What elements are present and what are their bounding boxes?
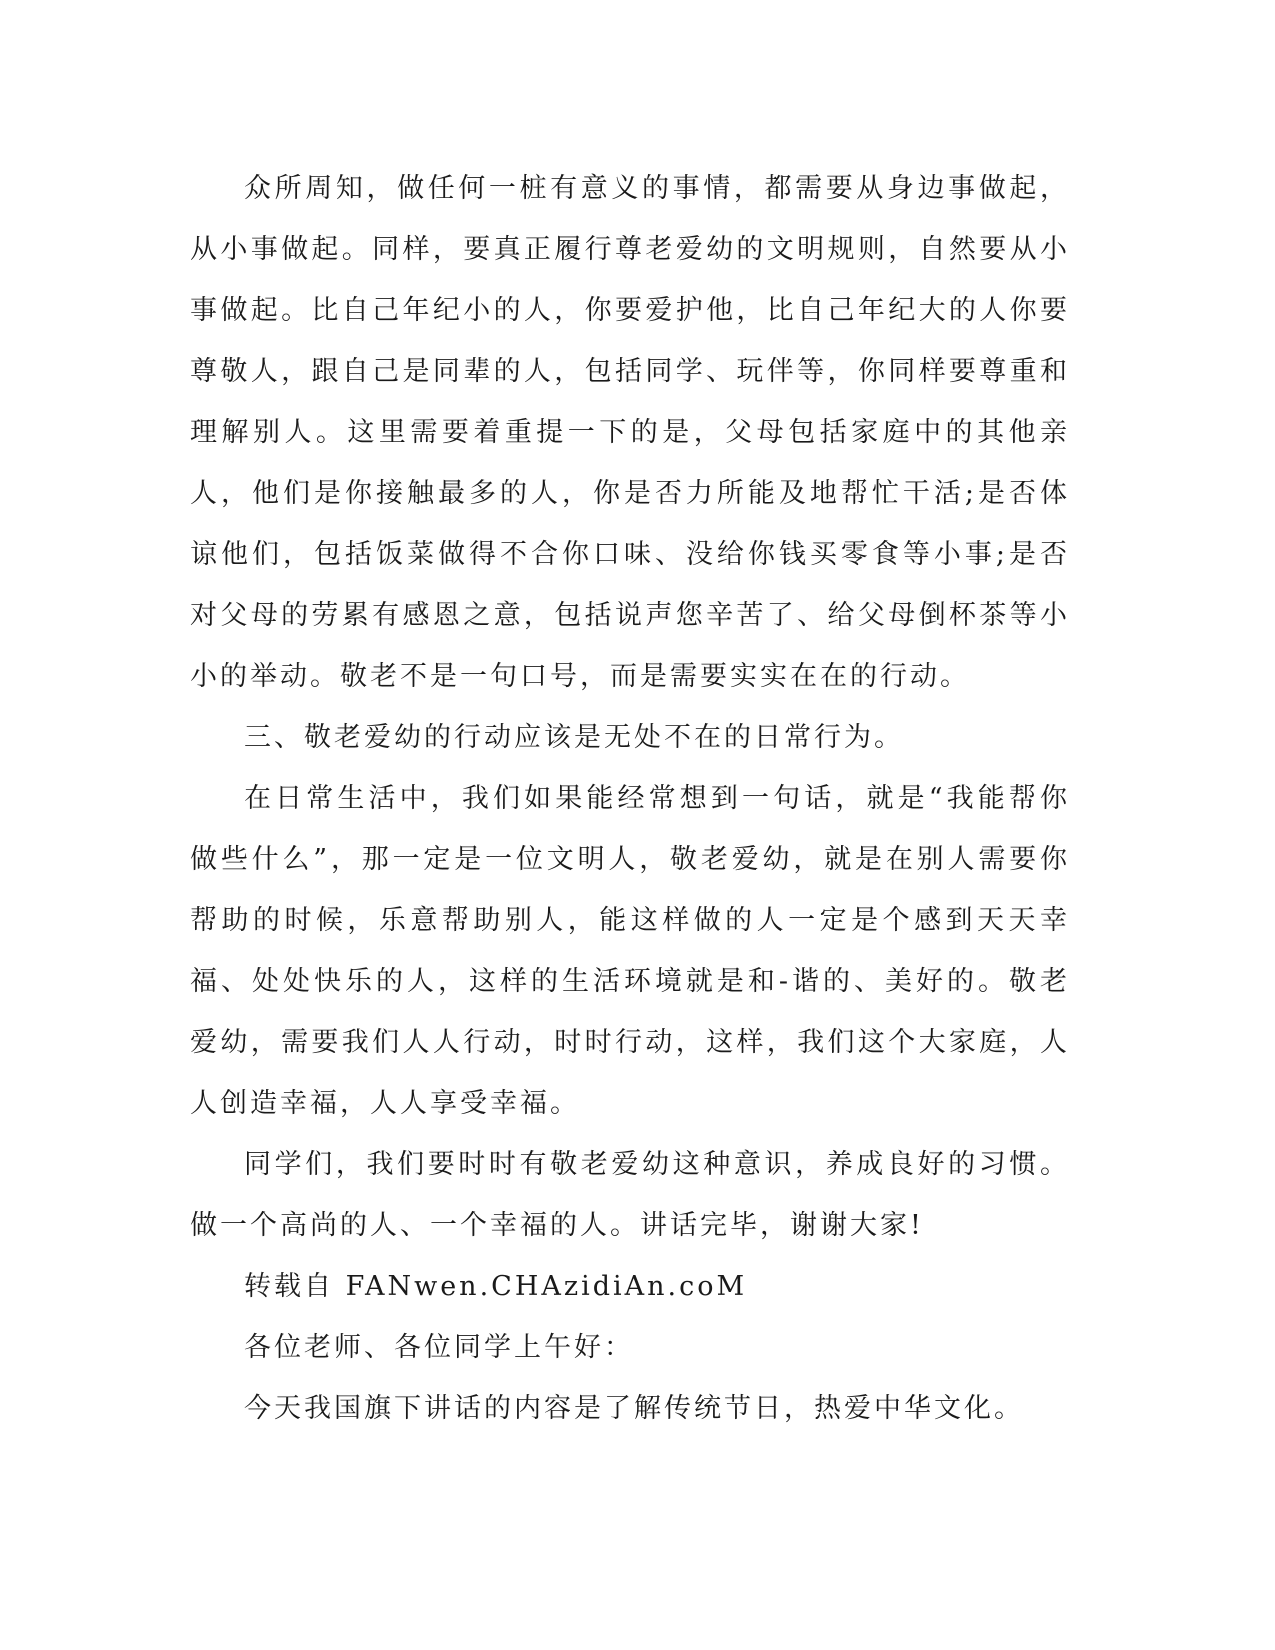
paragraph-closing: 同学们，我们要时时有敬老爱幼这种意识，养成良好的习惯。做一个高尚的人、一个幸福的人。讲话完毕，谢谢大家! xyxy=(190,1149,1070,1241)
paragraph-source: 转载自 FANwen.CHAzidiAn.coM xyxy=(244,1271,748,1302)
paragraph-greeting: 各位老师、各位同学上午好： xyxy=(244,1332,634,1363)
paragraph-heading-three: 三、敬老爱幼的行动应该是无处不在的日常行为。 xyxy=(244,722,904,753)
paragraph-topic: 今天我国旗下讲话的内容是了解传统节日，热爱中华文化。 xyxy=(244,1393,1024,1424)
paragraph-small-things: 众所周知，做任何一桩有意义的事情，都需要从身边事做起，从小事做起。同样，要真正履行尊老爱幼的文明规则，自然要从小事做起。比自己年纪小的人，你要爱护他，比自己年纪大的人你要尊敬人，跟自己是同辈的人，包括同学、玩伴等，你同样要尊重和理解别人。这里需要着重提一下的是，父母包括家庭中的其他亲人，他们是你接触最多的人，你是否力所能及地帮忙干活;是否体谅他们，包括饭菜做得不合你口味、没给你钱买零食等小事;是否对父母的劳累有感恩之意，包括说声您辛苦了、给父母倒杯茶等小小的举动。敬老不是一句口号，而是需要实实在在的行动。 xyxy=(190,173,1070,692)
document-body xyxy=(190,158,1070,1439)
paragraph-daily-life: 在日常生活中，我们如果能经常想到一句话，就是“我能帮你做些什么”，那一定是一位文明人，敬老爱幼，就是在别人需要你帮助的时候，乐意帮助别人，能这样做的人一定是个感到天天幸福、处处快乐的人，这样的生活环境就是和-谐的、美好的。敬老爱幼，需要我们人人行动，时时行动，这样，我们这个大家庭，人人创造幸福，人人享受幸福。 xyxy=(190,783,1070,1119)
